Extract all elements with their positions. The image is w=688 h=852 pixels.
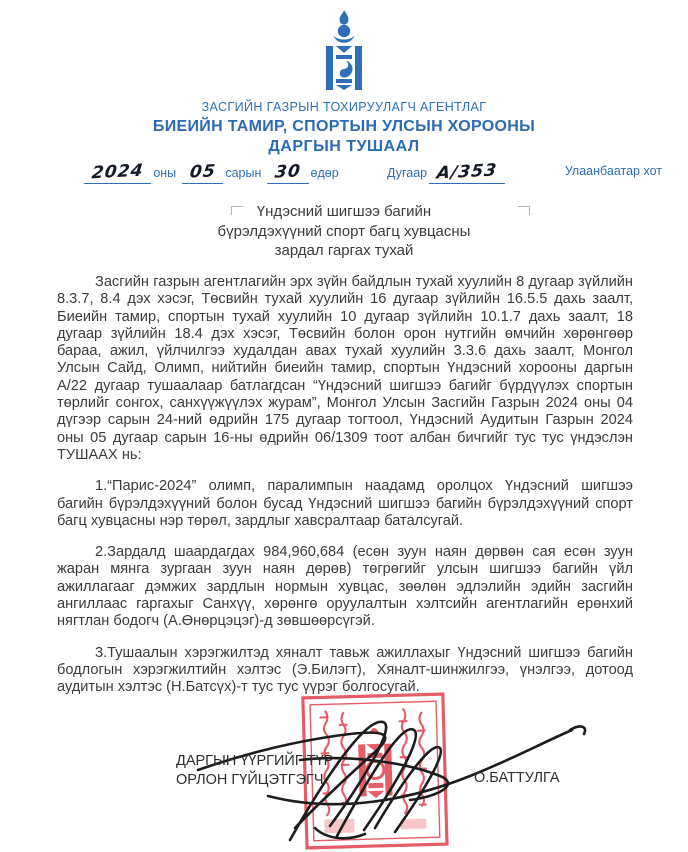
document-type: ДАРГЫН ТУШААЛ	[268, 138, 420, 155]
order-item-3: 3.Тушаалын хэрэгжилтэд хяналт тавьж ажиллахыг Үндэсний шигшээ багийн бодлогын хэрэгжилтийн хэлтэс (Э.Билэгт), Хяналт-шинжилгээ, үнэлгээ, дотоод аудитын хэлтэс (Н.Батсүх)-т тус тус үүрэг болгосугай.	[57, 644, 633, 696]
organization-name: БИЕИЙН ТАМИР, СПОРТЫН УЛСЫН ХОРООНЫ	[152, 118, 536, 135]
signer-name: О.БАТТУЛГА	[474, 770, 560, 786]
title-line-2: бүрэлдэхүүний спорт багц хувцасны	[217, 222, 471, 240]
letterhead	[0, 10, 688, 156]
month-label: сарын	[225, 166, 262, 180]
agency-name: ЗАСГИЙН ГАЗРЫН ТОХИРУУЛАГЧ АГЕНТЛАГ	[201, 100, 487, 114]
day-field: 30	[267, 162, 309, 184]
preamble-paragraph: Засгийн газрын агентлагийн эрх зүйн байдлын тухай хуулийн 8 дугаар зүйлийн 8.3.7, 8.4 дэх хэсэг, Төсвийн тухай хуулийн 16 дугаар зүйлийн 16.5.5 дахь заалт, Биеийн тамир, спортын тухай хуулийн 10 дугаар зүйлийн 10.1.7 дахь заалт, 18 дугаар зүйлийн 18.4 дэх хэсэг, Төсвийн болон орон нутгийн өмчийн хөрөнгөөр бараа, ажил, үйлчилгээ худалдан авах тухай хуулийн 3.3.6 дахь заалт, Монгол Улсын Сайд, Олимп, нийтийн биеийн тамир, спортын Үндэсний хорооны даргын А/22 дугаар тушаалаар батлагдсан “Үндэсний шигшээ багийг бүрдүүлэх спортын төрлийг сонгох, санхүүжүүлэх журам”, Монгол Улсын Засгийн Газрын 2024 оны 04 дүгээр сарын 24-ний өдрийн 175 дугаар тогтоол, Үндэсний Аудитын Газрын 2024 оны 05 дугаар сарын 16-ны өдрийн 06/1309 тоот албан бичгийг тус тус үндэслэн ТУШААХ нь:	[57, 274, 633, 463]
title-line-1: Үндэсний шигшээ багийн	[256, 203, 432, 220]
order-item-1: 1.“Парис-2024” олимп, паралимпын наадамд оролцох Үндэсний шигшээ багийн бүрэлдэхүүний болон бусад Үндэсний шигшээ багийн бүрэлдэхүүний спорт багц хувцасны нэр төрөл, зардлыг хавсралтаар баталсугай.	[57, 478, 633, 529]
number-field: А/353	[429, 162, 505, 184]
signer-role-line-2: ОРЛОН ГҮЙЦЭТГЭГЧ	[176, 771, 324, 788]
order-number	[385, 162, 505, 184]
number-label: Дугаар	[387, 166, 428, 180]
date-fields	[84, 162, 341, 184]
dateline	[0, 158, 688, 188]
day-label: өдөр	[310, 166, 339, 180]
order-item-2: 2.Зардалд шаардагдах 984,960,684 (есөн зуун наян дөрвөн сая есөн зуун жаран мянга зургаан зуун наян дөрөв) төгрөгийг улсын шигшээ багийн үйл ажиллагааг дэмжих зардлын нормын хувцас, зөөлөн эдлэлийн эдийн засгийн ангиллаас гаргахыг Санхүү, хөрөнгө оруулалтын хэлтсийн агентлагийн ерөнхий нягтлан бодогч (А.Өнөрцэцэг)-д зөвшөөрсүгэй.	[57, 544, 633, 630]
title-line-3: зардал гаргах тухай	[274, 242, 414, 259]
signer-role-line-1: ДАРГЫН ҮҮРГИЙГ ТҮР	[176, 753, 334, 769]
year-label: оны	[153, 166, 177, 180]
month-field: 05	[182, 162, 224, 184]
city-label: Улаанбаатар хот	[564, 164, 662, 178]
signer-role	[176, 752, 333, 789]
year-field: 2024	[84, 162, 151, 184]
document-body	[57, 274, 633, 711]
soyombo-emblem-icon	[317, 10, 371, 95]
document-title	[0, 202, 688, 261]
